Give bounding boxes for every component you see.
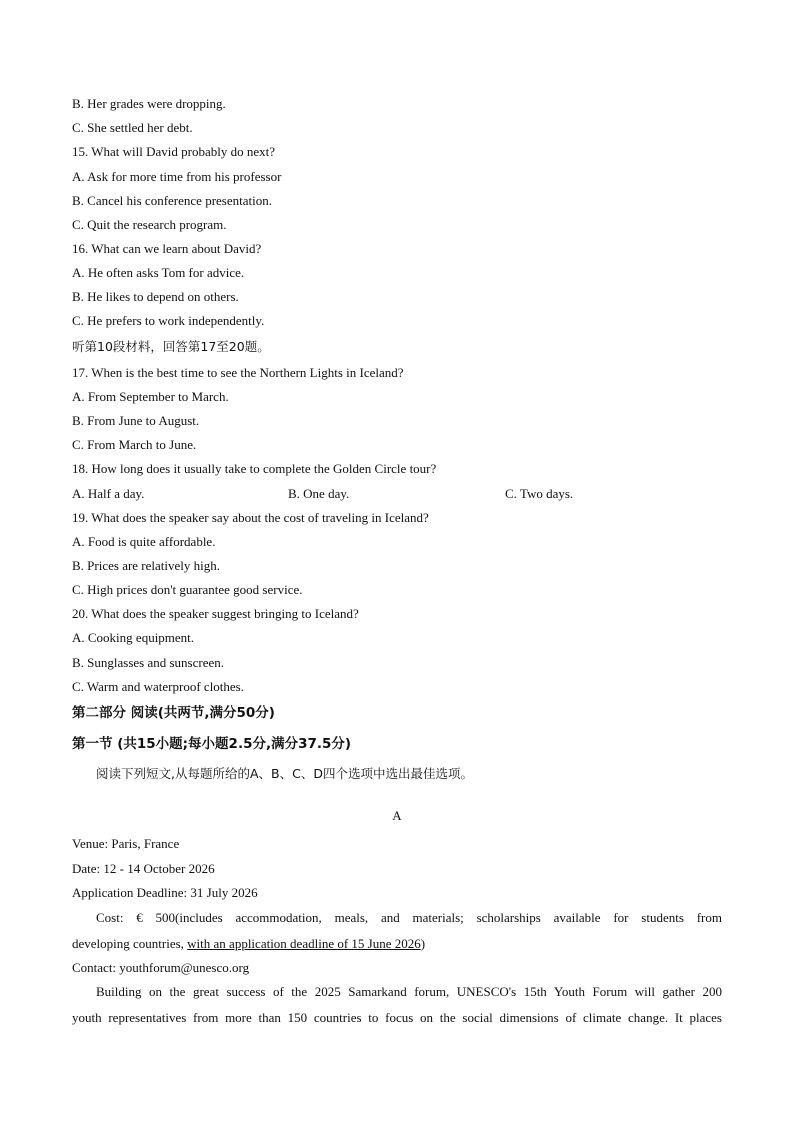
- q20-question: 20. What does the speaker suggest bringing to Iceland?: [72, 606, 359, 621]
- cost-line-2-end: ): [420, 936, 426, 951]
- q19-question: 19. What does the speaker say about the cost of traveling in Iceland?: [72, 510, 429, 525]
- q20-option-b: B. Sunglasses and sunscreen.: [72, 655, 225, 670]
- q14-option-c: C. She settled her debt.: [72, 120, 193, 135]
- passage-contact: Contact: youthforum@unesco.org: [72, 960, 250, 975]
- q15-option-a: A. Ask for more time from his professor: [72, 169, 282, 184]
- q17-option-c: C. From March to June.: [72, 437, 197, 452]
- passage-body-line-2: youth representatives from more than 150 countries to focus on the social dimensions of climate change. It places: [72, 1010, 722, 1025]
- q18-option-a: A. Half a day.: [72, 486, 145, 501]
- q15-question: 15. What will David probably do next?: [72, 144, 276, 159]
- q16-option-a: A. He often asks Tom for advice.: [72, 265, 245, 280]
- scholarship-deadline-underlined: with an application deadline of 15 June 2026: [187, 936, 421, 951]
- q20-option-c: C. Warm and waterproof clothes.: [72, 679, 244, 694]
- q20-option-a: A. Cooking equipment.: [72, 630, 195, 645]
- reading-instruction: 阅读下列短文,从每题所给的A、B、C、D四个选项中选出最佳选项。: [96, 766, 473, 781]
- q18-question: 18. How long does it usually take to complete the Golden Circle tour?: [72, 461, 437, 476]
- listening-instruction-10: 听第10段材料，回答第17至20题。: [72, 339, 270, 354]
- q15-option-b: B. Cancel his conference presentation.: [72, 193, 272, 208]
- q19-option-c: C. High prices don't guarantee good service.: [72, 582, 303, 597]
- q16-option-b: B. He likes to depend on others.: [72, 289, 239, 304]
- q17-question: 17. When is the best time to see the Northern Lights in Iceland?: [72, 365, 404, 380]
- q17-option-b: B. From June to August.: [72, 413, 200, 428]
- q19-option-b: B. Prices are relatively high.: [72, 558, 221, 573]
- passage-date: Date: 12 - 14 October 2026: [72, 861, 215, 876]
- cost-line-2-text: developing countries,: [72, 936, 188, 951]
- q17-option-a: A. From September to March.: [72, 389, 229, 404]
- reading-part-title: 第二部分 阅读(共两节,满分50分): [72, 705, 275, 721]
- q19-option-a: A. Food is quite affordable.: [72, 534, 216, 549]
- q18-option-b: B. One day.: [288, 486, 350, 501]
- passage-body-line-1: Building on the great success of the 2025 Samarkand forum, UNESCO's 15th Youth Forum will gather 200: [96, 984, 722, 999]
- q15-option-c: C. Quit the research program.: [72, 217, 227, 232]
- q16-question: 16. What can we learn about David?: [72, 241, 262, 256]
- reading-section-title: 第一节 (共15小题;每小题2.5分,满分37.5分): [72, 736, 352, 752]
- passage-venue: Venue: Paris, France: [72, 836, 180, 851]
- q18-option-c: C. Two days.: [505, 486, 574, 501]
- passage-cost-line-2: [72, 936, 425, 952]
- q16-option-c: C. He prefers to work independently.: [72, 313, 265, 328]
- passage-cost-line-1: Cost: € 500(includes accommodation, meals, and materials; scholarships available for students from: [96, 910, 722, 925]
- q14-option-b: B. Her grades were dropping.: [72, 96, 226, 111]
- passage-deadline: Application Deadline: 31 July 2026: [72, 885, 258, 900]
- passage-label: A: [392, 808, 402, 823]
